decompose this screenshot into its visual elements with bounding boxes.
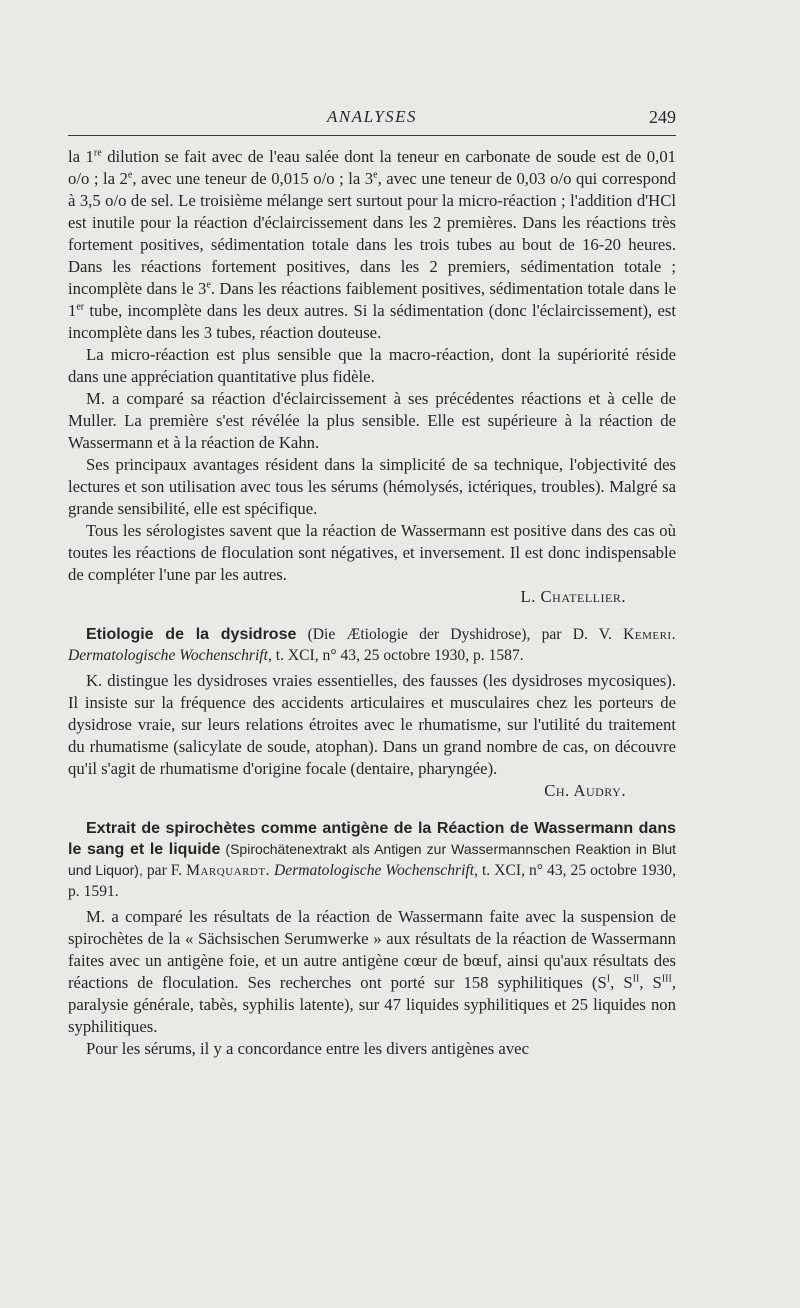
running-title: ANALYSES xyxy=(326,107,418,126)
paragraph-spirochetes-results: M. a comparé les résultats de la réaction de Wassermann faite avec la suspension de spirochètes de la « Sächsischen Serumwerke » aux résultats de la réaction de Wassermann faites avec un antigène foie, et un autre antigène cœur de bœuf, ainsi qu'aux résultats des réactions de floculation. Ses recherches ont porté sur 158 syphilitiques ($S^I$, $S^{II}$, $S^{III}$, paralysie générale, tabès, syphilis latente), sur 47 liquides syphilitiques et 25 liquides non syphilitiques. xyxy=(68,907,677,1036)
paragraph-comparison: M. a comparé sa réaction d'éclaircissement à ses précédentes réactions et à celle de Muller. La première s'est révélée la plus sensible. Elle est supérieure à la réaction de Wassermann et à la réaction de Kahn. xyxy=(68,389,676,452)
page-number: 249 xyxy=(649,107,676,127)
paragraph-serums: Pour les sérums, il y a concordance entre les divers antigènes avec xyxy=(86,1039,529,1058)
signature-audry: Ch. Audry. xyxy=(544,781,626,800)
paragraph-serologists: Tous les sérologistes savent que la réaction de Wassermann est positive dans des cas où toutes les réactions de floculation sont négatives, et inversement. Il est donc indispensable de compléter l'une par les autres. xyxy=(68,521,676,584)
paragraph-micro-reaction: La micro-réaction est plus sensible que la macro-réaction, dont la supériorité réside dans une appréciation quantitative plus fidèle. xyxy=(68,345,676,386)
paragraph-advantages: Ses principaux avantages résident dans la simplicité de sa technique, l'objectivité des lectures et son utilisation avec tous les sérums (hémolysés, ictériques, troubles). Malgré sa grande sensibilité, elle est spécifique. xyxy=(68,455,676,518)
signature-chatellier: L. Chatellier. xyxy=(520,587,626,606)
paragraph-dilution: la 1re dilution se fait avec de l'eau salée dont la teneur en carbonate de soude est de 0,01 o/o ; la 2e, avec une teneur de 0,015 o/o ; la 3e, avec une teneur de 0,03 o/o qui correspond à 3,5 o/o de sel. Le troisième mélange sert surtout pour la micro-réaction ; l'addition d'HCl est inutile pour la réaction d'éclaircissement dans les 2 premières. Dans les réactions très fortement positives, sédimentation totale dans les trois tubes au bout de 16-20 heures. Dans les réactions fortement positives, dans les 2 premiers, sédimentation totale ; incomplète dans le 3e. Dans les réactions faiblement positives, sédimentation totale dans le 1er tube, incomplète dans les deux autres. Si la sédimentation (donc l'éclaircissement), est incomplète dans les 3 tubes, réaction douteuse. xyxy=(68,147,677,342)
page-body xyxy=(68,146,676,1060)
entry-heading-dysidrose: Etiologie de la dysidrose (Die Ætiologie der Dyshidrose), par D. V. Kemeri. Dermatologische Wochenschrift, t. XCI, n° 43, 25 octobre 1930, p. 1587. xyxy=(68,626,676,664)
entry-heading-spirochetes: Extrait de spirochètes comme antigène de la Réaction de Wassermann dans le sang et le liquide (Spirochätenextrakt als Antigen zur Wassermannschen Reaktion in Blut und Liquor), par F. Marquardt. Dermatologische Wochenschrift, t. XCI, n° 43, 25 octobre 1930, p. 1591. xyxy=(68,820,676,900)
page-header xyxy=(68,105,676,136)
paragraph-dysidrose: K. distingue les dysidroses vraies essentielles, des fausses (les dysidroses mycosiques). Il insiste sur la fréquence des accidents articulaires et musculaires chez les porteurs de dysidrose vraie, sur leurs relations étroites avec le rhumatisme, sur l'utilité du traitement du rhumatisme (salicylate de soude, atophan). Dans un grand nombre de cas, on découvre qu'il s'agit de rhumatisme d'origine focale (dentaire, pharyngée). xyxy=(68,671,676,778)
